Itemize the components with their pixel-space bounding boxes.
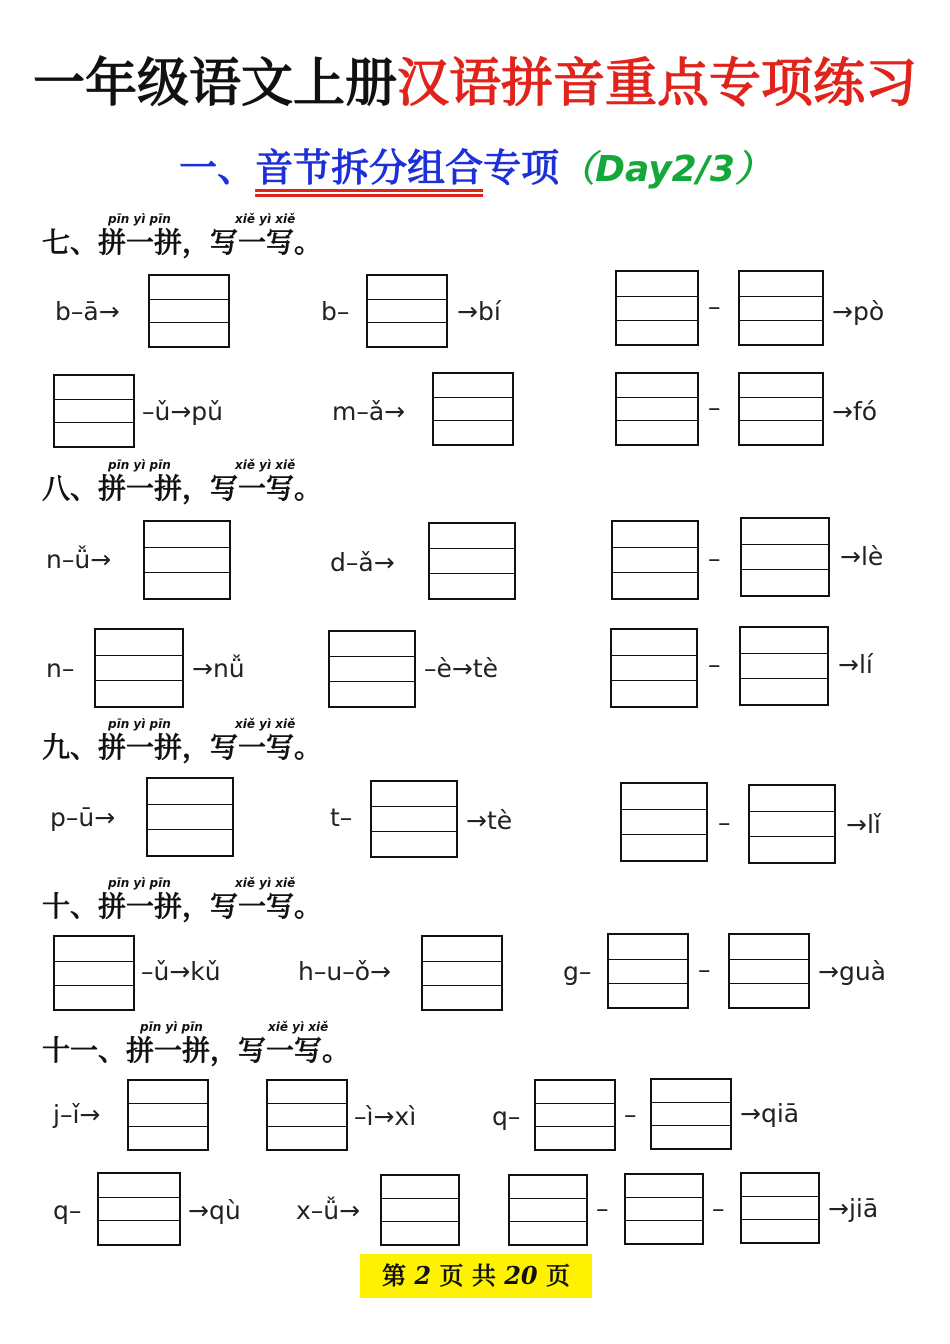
- writing-box[interactable]: [432, 372, 514, 446]
- pinyin-text: –: [624, 1100, 637, 1129]
- section-title: 拼一拼，: [98, 890, 211, 923]
- pinyin-text: →fó: [832, 397, 878, 426]
- section-title: 拼一拼，: [98, 731, 211, 764]
- writing-box[interactable]: [380, 1174, 460, 1246]
- pinyin-text: →tè: [466, 806, 513, 835]
- pinyin-text: →nǚ: [192, 654, 245, 683]
- pinyin-text: →lí: [838, 650, 873, 679]
- writing-box[interactable]: [615, 270, 699, 346]
- section-number: 八、: [42, 472, 99, 505]
- subtitle-paren-open: （: [559, 149, 596, 190]
- writing-box[interactable]: [738, 270, 824, 346]
- writing-box[interactable]: [508, 1174, 588, 1246]
- subtitle-suffix: 专项: [483, 145, 560, 190]
- writing-box[interactable]: [620, 782, 708, 862]
- section-title: 拼一拼，: [98, 472, 211, 505]
- pinyin-annotation: pīn yì pīn: [108, 717, 171, 731]
- footer-text: 页 共: [439, 1261, 496, 1290]
- writing-box[interactable]: [148, 274, 230, 348]
- writing-box[interactable]: [728, 933, 810, 1009]
- title-black: 一年级语文上册: [32, 53, 397, 114]
- pinyin-text: →qù: [188, 1196, 241, 1225]
- footer-text: 第: [382, 1261, 407, 1290]
- pinyin-text: –: [718, 808, 731, 837]
- pinyin-annotation: xiě yì xiě: [268, 1020, 329, 1034]
- pinyin-text: n–ǚ→: [46, 545, 112, 574]
- pinyin-text: →pò: [832, 297, 885, 326]
- section-title: 写一写。: [210, 890, 323, 923]
- writing-box[interactable]: [53, 935, 135, 1011]
- section-number: 十、: [42, 890, 99, 923]
- pinyin-text: q–: [53, 1196, 82, 1225]
- writing-box[interactable]: [650, 1078, 732, 1150]
- subtitle-paren-close: ）: [734, 149, 771, 190]
- section-number: 九、: [42, 731, 99, 764]
- pinyin-text: x–ǚ→: [296, 1196, 361, 1225]
- subtitle-underlined: 音节拆分组合: [255, 145, 484, 190]
- section-heading: [42, 472, 322, 506]
- writing-box[interactable]: [143, 520, 231, 600]
- pinyin-text: –: [708, 650, 721, 679]
- pinyin-text: →lè: [840, 542, 884, 571]
- pinyin-text: –: [698, 955, 711, 984]
- section-number: 十一、: [42, 1034, 127, 1067]
- pinyin-text: d–ǎ→: [330, 548, 395, 577]
- writing-box[interactable]: [366, 274, 448, 348]
- section-title: 写一写。: [210, 731, 323, 764]
- writing-box[interactable]: [610, 628, 698, 708]
- subtitle-prefix: 一、: [179, 145, 256, 190]
- pinyin-annotation: pīn yì pīn: [108, 458, 171, 472]
- section-heading: [42, 226, 322, 260]
- pinyin-text: –ǔ→kǔ: [141, 957, 221, 986]
- pinyin-text: n–: [46, 654, 75, 683]
- writing-box[interactable]: [740, 517, 830, 597]
- pinyin-annotation: xiě yì xiě: [235, 717, 296, 731]
- page-subtitle: [0, 140, 950, 198]
- pinyin-text: m–ǎ→: [332, 397, 406, 426]
- pinyin-text: j–ǐ→: [53, 1100, 101, 1129]
- writing-box[interactable]: [53, 374, 135, 448]
- page-number: [360, 1254, 592, 1298]
- pinyin-text: b–: [321, 297, 350, 326]
- page-title: [0, 52, 950, 116]
- writing-box[interactable]: [534, 1079, 616, 1151]
- writing-box[interactable]: [127, 1079, 209, 1151]
- pinyin-text: g–: [563, 957, 592, 986]
- pinyin-annotation: pīn yì pīn: [108, 876, 171, 890]
- pinyin-text: q–: [492, 1102, 521, 1131]
- section-title: 拼一拼，: [98, 226, 211, 259]
- section-heading: [42, 1034, 350, 1068]
- pinyin-annotation: pīn yì pīn: [140, 1020, 203, 1034]
- writing-box[interactable]: [740, 1172, 820, 1244]
- writing-box[interactable]: [146, 777, 234, 857]
- writing-box[interactable]: [624, 1173, 704, 1245]
- subtitle-day: Day2/3: [595, 149, 735, 190]
- pinyin-text: →lǐ: [846, 810, 881, 839]
- total-pages: 20: [504, 1261, 538, 1290]
- writing-box[interactable]: [428, 522, 516, 600]
- title-red: 汉语拼音重点专项练习: [397, 53, 918, 114]
- current-page: 2: [414, 1261, 432, 1290]
- writing-box[interactable]: [611, 520, 699, 600]
- section-title: 写一写。: [238, 1034, 351, 1067]
- pinyin-annotation: xiě yì xiě: [235, 458, 296, 472]
- pinyin-annotation: xiě yì xiě: [235, 212, 296, 226]
- footer-text: 页: [545, 1261, 570, 1290]
- pinyin-text: t–: [330, 803, 353, 832]
- writing-box[interactable]: [615, 372, 699, 446]
- pinyin-text: →guà: [818, 957, 886, 986]
- writing-box[interactable]: [738, 372, 824, 446]
- section-title: 拼一拼，: [126, 1034, 239, 1067]
- writing-box[interactable]: [607, 933, 689, 1009]
- writing-box[interactable]: [94, 628, 184, 708]
- pinyin-text: –ǔ→pǔ: [142, 397, 224, 426]
- writing-box[interactable]: [739, 626, 829, 706]
- writing-box[interactable]: [748, 784, 836, 864]
- writing-box[interactable]: [328, 630, 416, 708]
- pinyin-text: –è→tè: [424, 654, 499, 683]
- pinyin-text: –: [596, 1194, 609, 1223]
- writing-box[interactable]: [266, 1079, 348, 1151]
- pinyin-text: –: [708, 292, 721, 321]
- writing-box[interactable]: [421, 935, 503, 1011]
- section-number: 七、: [42, 226, 99, 259]
- pinyin-text: →bí: [457, 297, 501, 326]
- pinyin-annotation: xiě yì xiě: [235, 876, 296, 890]
- pinyin-text: p–ū→: [50, 803, 116, 832]
- pinyin-annotation: pīn yì pīn: [108, 212, 171, 226]
- writing-box[interactable]: [370, 780, 458, 858]
- pinyin-text: –: [708, 393, 721, 422]
- pinyin-text: –: [708, 544, 721, 573]
- writing-box[interactable]: [97, 1172, 181, 1246]
- pinyin-text: →qiā: [740, 1099, 800, 1128]
- section-heading: [42, 890, 322, 924]
- pinyin-text: b–ā→: [55, 297, 120, 326]
- pinyin-text: –: [712, 1194, 725, 1223]
- section-title: 写一写。: [210, 226, 323, 259]
- pinyin-text: –ì→xì: [354, 1102, 417, 1131]
- section-heading: [42, 731, 322, 765]
- pinyin-text: h–u–ǒ→: [298, 957, 391, 986]
- section-title: 写一写。: [210, 472, 323, 505]
- pinyin-text: →jiā: [828, 1194, 879, 1223]
